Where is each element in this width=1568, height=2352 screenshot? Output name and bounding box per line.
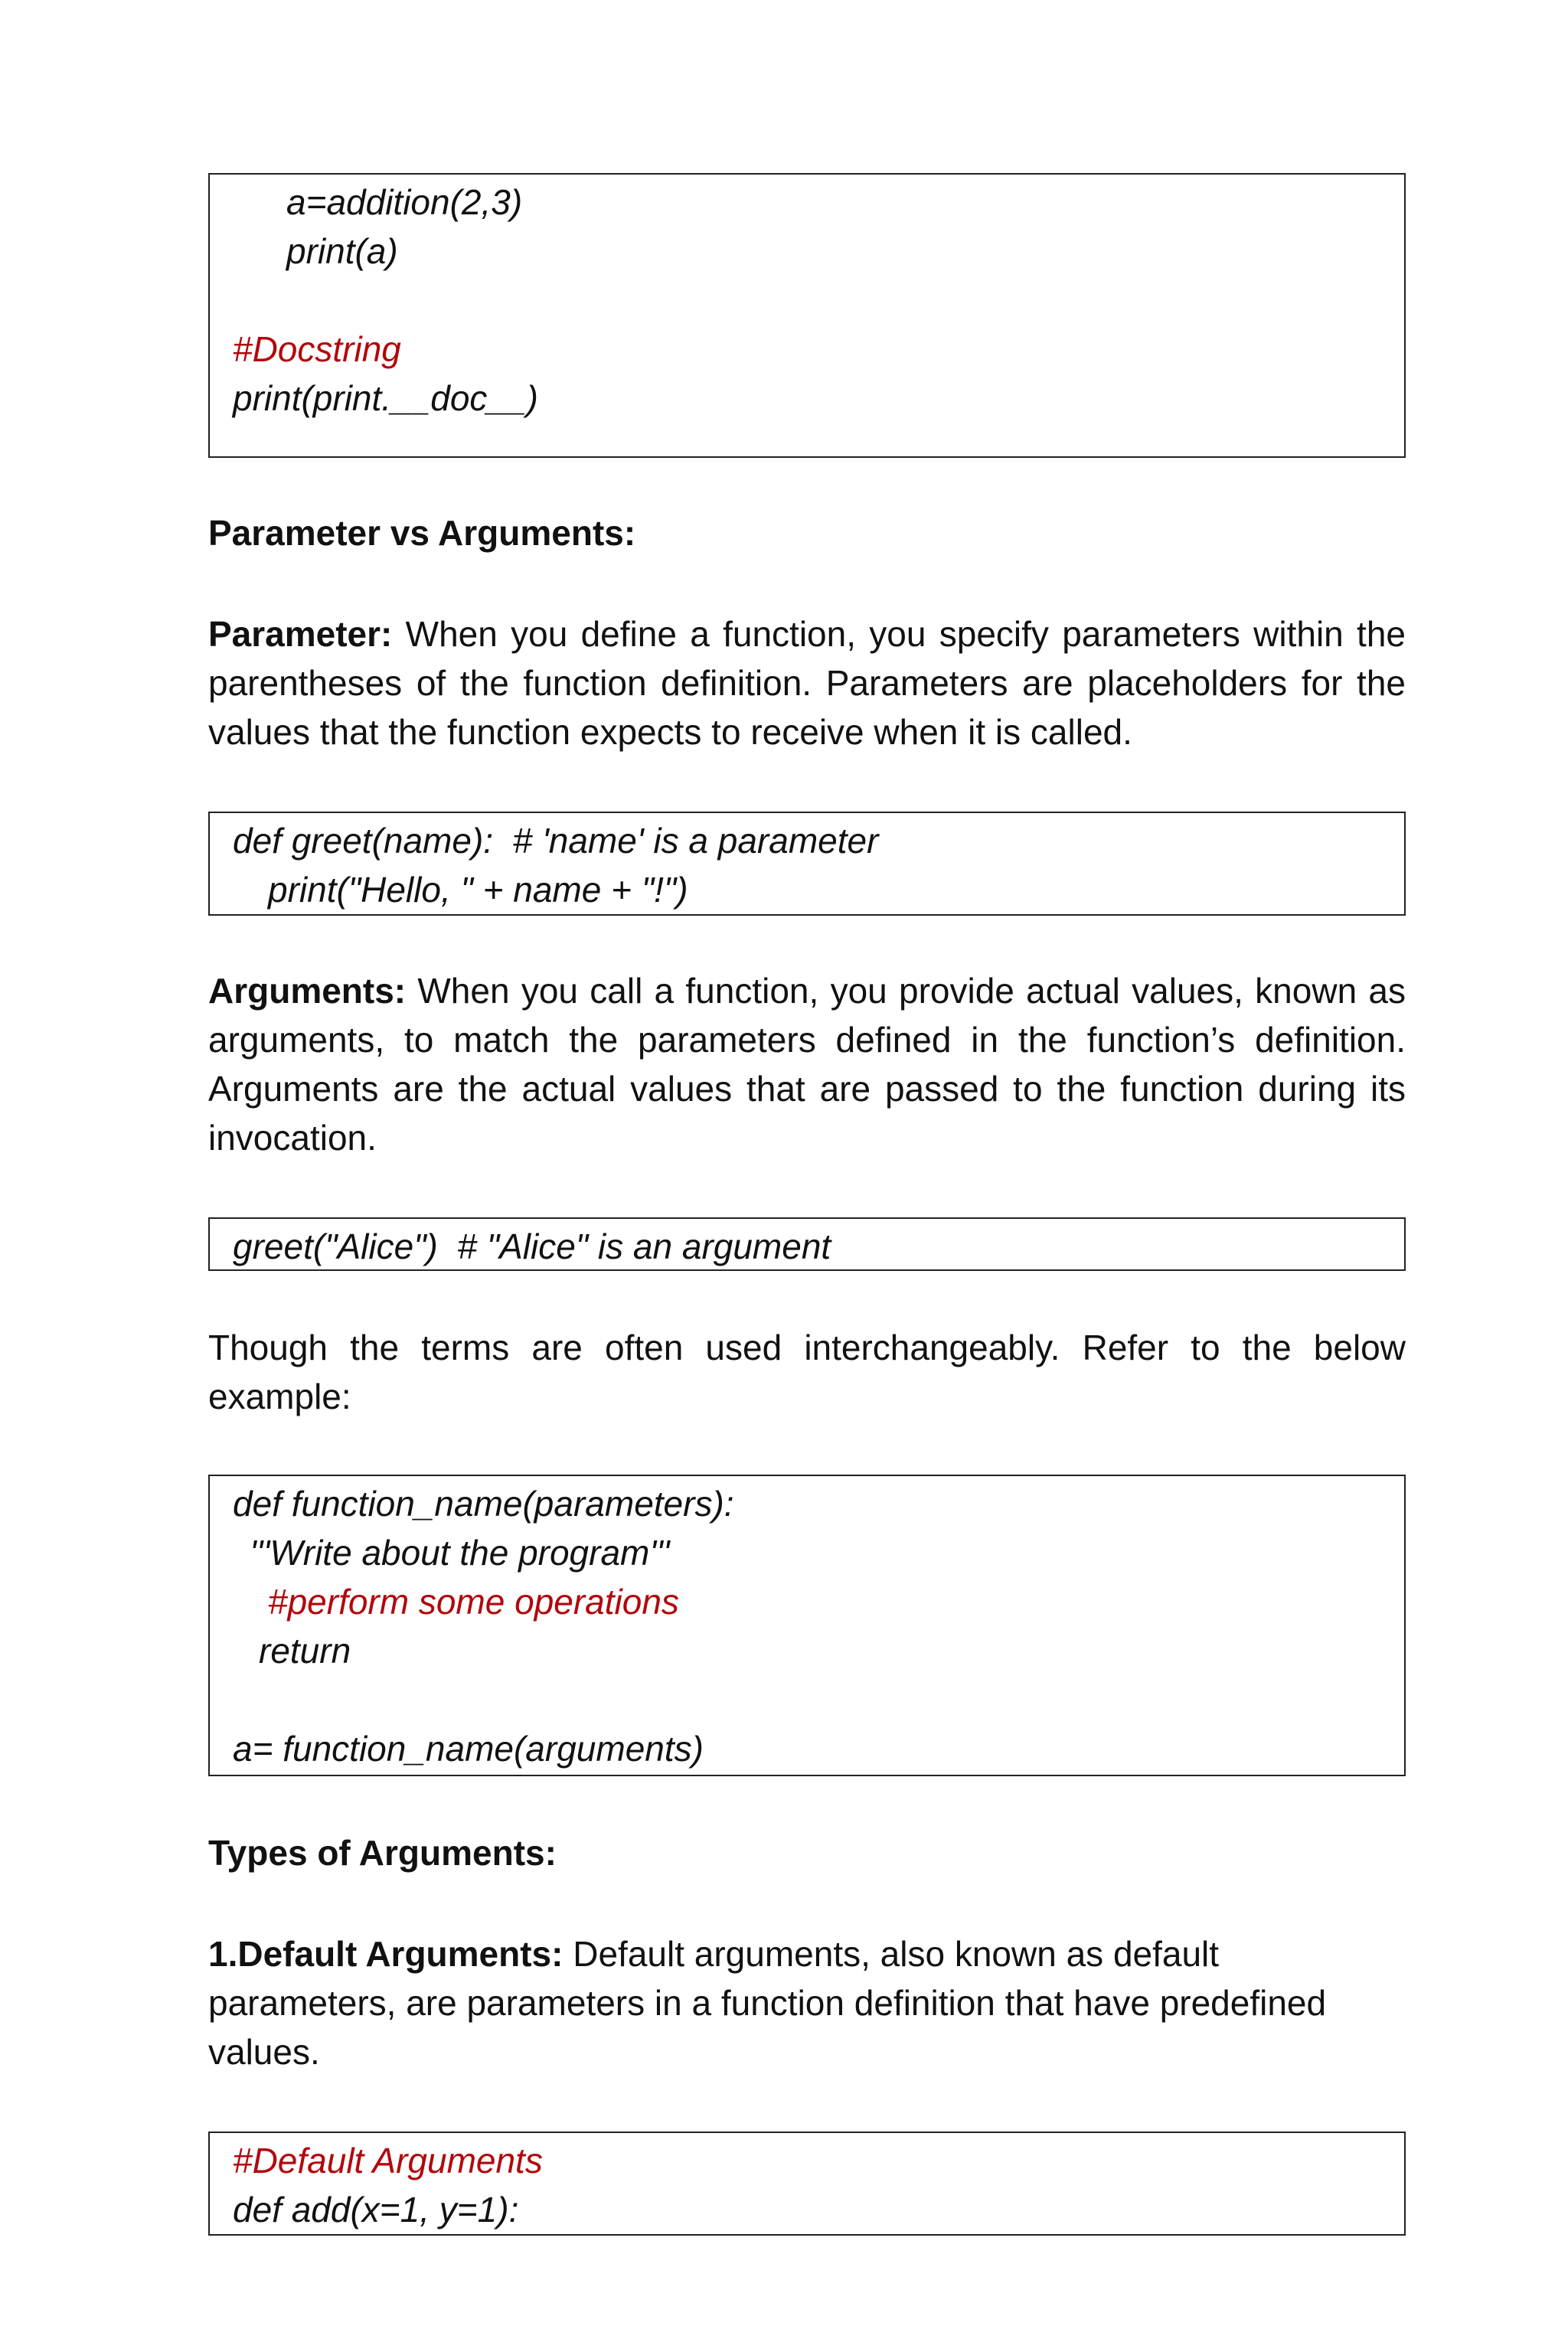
code-blank-line [210,1675,1404,1724]
code-line: a= function_name(arguments) [233,1729,704,1769]
section-heading-types-of-arguments: Types of Arguments: [208,1833,557,1873]
section-heading-parameter-vs-arguments: Parameter vs Arguments: [208,513,636,553]
default-arguments-term: 1.Default Arguments: [208,1934,564,1974]
code-line: print("Hello, " + name + "!") [268,870,688,910]
code-block-greet-call [208,1217,1406,1271]
code-comment: #perform some operations [268,1582,679,1622]
parameter-term: Parameter: [208,614,393,654]
code-line: print(print.__doc__) [233,378,538,418]
default-arguments-definition [208,1929,1406,2076]
code-line: greet("Alice") # "Alice" is an argument [233,1227,831,1266]
code-comment: #Docstring [233,329,401,369]
code-block-default-arguments [208,2132,1406,2236]
code-line: '''Write about the program''' [250,1533,670,1573]
code-line: a=addition(2,3) [286,182,523,222]
code-comment: #Default Arguments [233,2141,543,2180]
code-line: return [259,1631,351,1671]
code-block-addition [208,173,1406,458]
arguments-text: When you call a function, you provide actual values, known as arguments, to match the parameters defined in the function’s definition. Arguments are the actual values that are passed to the function during its invocation. [208,971,1406,1158]
code-block-greet-definition [208,812,1406,916]
default-arguments-text: Default arguments, also known as default parameters, are parameters in a function definition that have predefined values. [208,1934,1327,2072]
code-line: def greet(name): # 'name' is a parameter [233,821,879,861]
parameter-text: When you define a function, you specify parameters within the parentheses of the function definition. Parameters are placeholders for the values that the function expects to receive when it is called. [208,614,1406,752]
code-line: print(a) [286,231,398,271]
code-line: def function_name(parameters): [233,1484,734,1524]
code-block-function-template [208,1475,1406,1776]
code-blank-line [210,276,1404,325]
parameter-definition [208,609,1406,756]
arguments-term: Arguments: [208,971,407,1011]
interchange-note: Though the terms are often used interchangeably. Refer to the below example: [208,1328,1406,1416]
arguments-definition [208,966,1406,1162]
code-line: def add(x=1, y=1): [233,2190,519,2230]
